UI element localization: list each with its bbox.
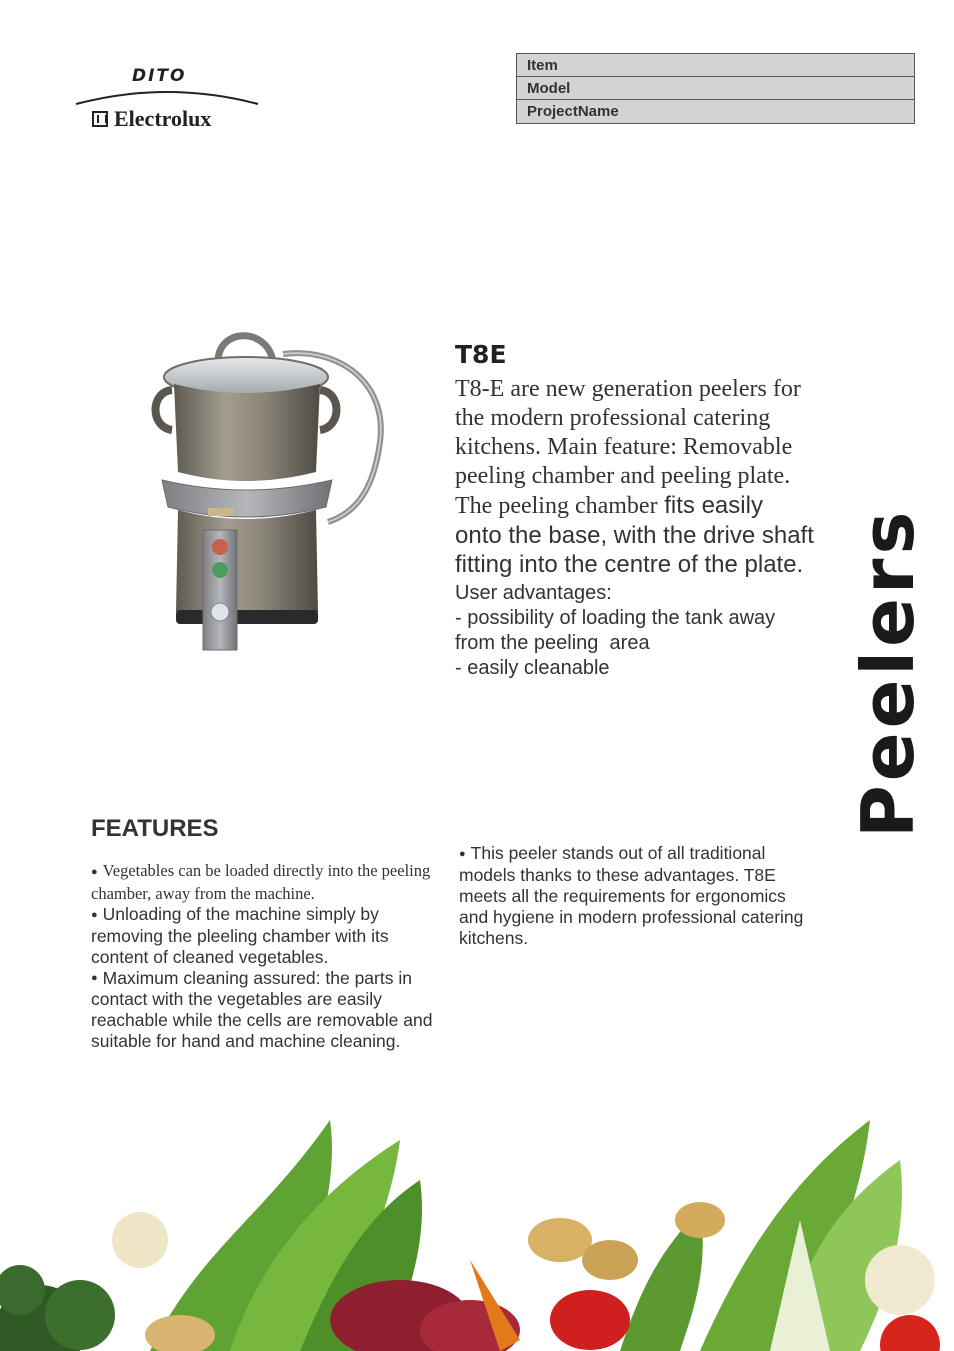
advantage-item: - easily cleanable — [455, 657, 610, 679]
vegetables-image — [0, 1100, 954, 1351]
brand-name: Electrolux — [114, 106, 212, 131]
feature-text: This peeler stands out of all traditional models thanks to these advantages. T8E meets all the requirements for ergonomics and hygiene in modern professional catering kitchens. — [459, 843, 804, 948]
description-sans: fits easily onto the base, with the drive shaft fitting into the centre of the plate. — [455, 492, 814, 578]
features-title: FEATURES — [91, 815, 219, 842]
product-description — [455, 340, 815, 681]
description-serif: T8-E are new generation peelers for the modern professional catering kitchens. Main feature: Removable peeling chamber and peeling plate. The peeling chamber — [455, 376, 801, 519]
brand-logo — [72, 64, 262, 134]
feature-item — [91, 968, 436, 1053]
brand-wordmark — [92, 106, 211, 132]
feature-text: Vegetables can be loaded directly into the peeling chamber, away from the machine. — [91, 861, 431, 903]
feature-text: Unloading of the machine simply by removing the pleeling chamber with its content of cleaned vegetables. — [91, 903, 389, 967]
info-row-item: Item — [517, 54, 914, 77]
bullet-icon: ● — [91, 908, 98, 921]
features-left-column — [91, 860, 436, 1052]
user-advantages — [455, 581, 815, 681]
bullet-icon: ● — [459, 847, 466, 860]
feature-text: Maximum cleaning assured: the parts in contact with the vegetables are easily reachable while the cells are removable and suitable for hand and machine cleaning. — [91, 967, 433, 1052]
features-right-column — [459, 843, 804, 949]
category-label: Peelers — [846, 507, 930, 838]
feature-item — [91, 860, 436, 904]
feature-item — [91, 904, 436, 968]
bullet-icon: ● — [91, 865, 98, 878]
info-table — [516, 53, 915, 124]
feature-item — [459, 843, 804, 949]
description-text — [455, 375, 815, 579]
advantages-title: User advantages: — [455, 582, 612, 604]
sub-brand-logo: DITO — [132, 66, 187, 86]
bullet-icon: ● — [91, 972, 98, 985]
logo-swoosh — [72, 86, 262, 106]
info-row-project: ProjectName — [517, 100, 914, 123]
electrolux-mark-icon — [92, 111, 108, 127]
product-image — [148, 322, 398, 657]
info-row-model: Model — [517, 77, 914, 100]
advantage-item: - possibility of loading the tank away from the peeling area — [455, 607, 781, 654]
model-title: T8E — [455, 340, 507, 369]
